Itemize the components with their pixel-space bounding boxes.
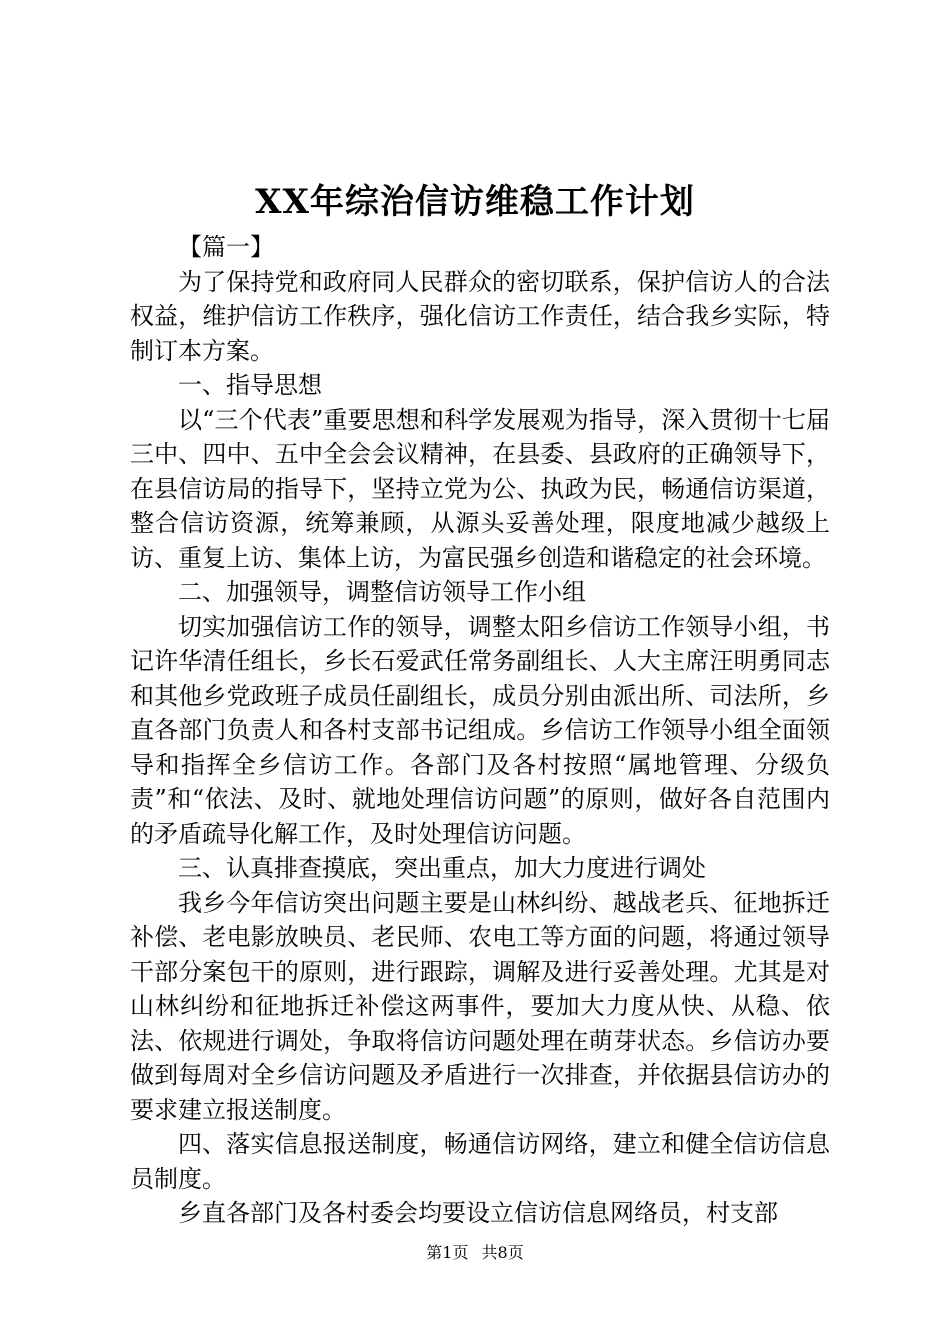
section-heading: 三、认真排查摸底，突出重点，加大力度进行调处 xyxy=(178,854,706,882)
page-total: 共8页 xyxy=(481,1243,524,1262)
body-paragraph: 为了保持党和政府同人民群众的密切联系，保护信访人的合法权益，维护信访工作秩序，强化信访工作责任，结合我乡实际，特制订本方案。 xyxy=(130,267,830,365)
document-title: XX年综治信访维稳工作计划 xyxy=(255,182,695,222)
document-body xyxy=(130,230,830,1231)
body-paragraph: 以“三个代表”重要思想和科学发展观为指导，深入贯彻十七届三中、四中、五中全会会议精神，在县委、县政府的正确领导下，在县信访局的指导下，坚持立党为公、执政为民，畅通信访渠道，整合信访资源，统筹兼顾，从源头妥善处理，限度地减少越级上访、重复上访、集体上访，为富民强乡创造和谐稳定的社会环境。 xyxy=(130,405,830,572)
body-paragraph: 我乡今年信访突出问题主要是山林纠纷、越战老兵、征地拆迁补偿、老电影放映员、老民师、农电工等方面的问题，将通过领导干部分案包干的原则，进行跟踪，调解及进行妥善处理。尤其是对山林纠纷和征地拆迁补偿这两事件，要加大力度从快、从稳、依法、依规进行调处，争取将信访问题处理在萌芽状态。乡信访办要做到每周对全乡信访问题及矛盾进行一次排查，并依据县信访办的要求建立报送制度。 xyxy=(130,888,830,1124)
page-footer xyxy=(0,1242,950,1264)
body-paragraph: 乡直各部门及各村委会均要设立信访信息网络员，村支部 xyxy=(178,1199,778,1227)
page-number: 第1页 xyxy=(426,1243,469,1262)
section-marker: 【篇一】 xyxy=(178,233,274,261)
section-heading: 四、落实信息报送制度，畅通信访网络，建立和健全信访信息员制度。 xyxy=(130,1130,830,1193)
section-heading: 二、加强领导，调整信访领导工作小组 xyxy=(178,578,586,606)
section-heading: 一、指导思想 xyxy=(178,371,322,399)
body-paragraph: 切实加强信访工作的领导，调整太阳乡信访工作领导小组，书记许华清任组长，乡长石爱武任常务副组长、人大主席汪明勇同志和其他乡党政班子成员任副组长，成员分别由派出所、司法所，乡直各部门负责人和各村支部书记组成。乡信访工作领导小组全面领导和指挥全乡信访工作。各部门及各村按照“属地管理、分级负责”和“依法、及时、就地处理信访问题”的原则，做好各自范围内的矛盾疏导化解工作，及时处理信访问题。 xyxy=(130,612,830,848)
